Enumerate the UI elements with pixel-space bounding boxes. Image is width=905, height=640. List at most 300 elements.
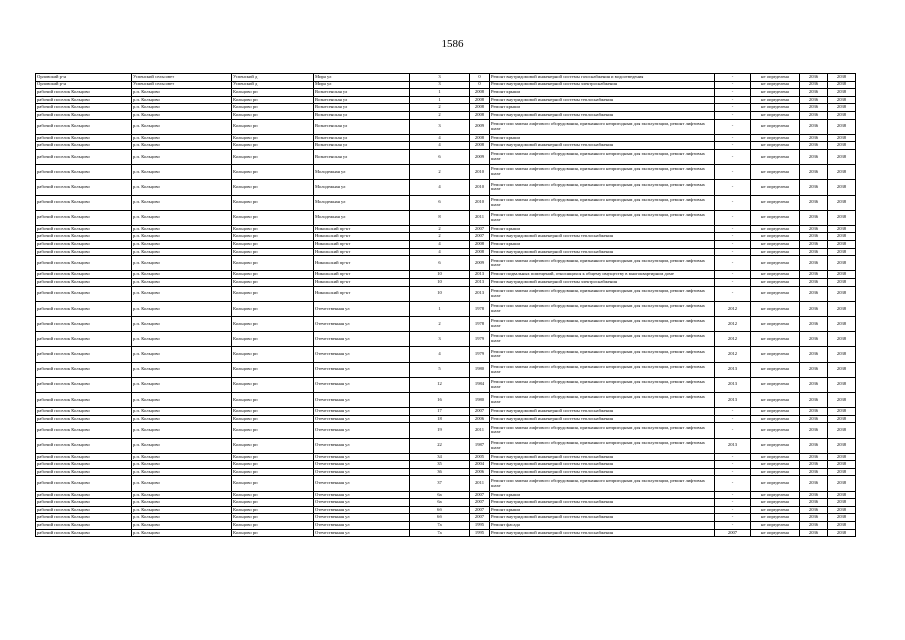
cell-cost: не определена — [751, 453, 800, 461]
cell-street: Отечественная ул — [314, 317, 410, 332]
cell-last-repair: - — [715, 241, 751, 249]
cell-year-end: 2038 — [828, 256, 856, 271]
cell-year-end: 2038 — [828, 317, 856, 332]
cell-settlement: р.п. Кольцово — [132, 210, 232, 225]
cell-year-end: 2038 — [828, 453, 856, 461]
cell-house: 37 — [410, 476, 470, 491]
cell-year: 2007 — [470, 506, 490, 514]
cell-year-start: 2036 — [800, 195, 828, 210]
cell-house: 3 — [410, 119, 470, 134]
cell-cost: не определена — [751, 89, 800, 97]
cell-work-type: Ремонт или замена лифтового оборудования, признанного непригодным для эксплуатации, ремонт лифтовых шахт — [490, 149, 715, 164]
cell-work-type: Ремонт или замена лифтового оборудования, признанного непригодным для эксплуатации, ремонт лифтовых шахт — [490, 423, 715, 438]
cell-year-start: 2036 — [800, 210, 828, 225]
cell-last-repair: - — [715, 256, 751, 271]
cell-work-type: Ремонт внутридомовой инженерной системы теплоснабжения — [490, 514, 715, 522]
cell-year: 0 — [470, 81, 490, 89]
cell-year: 2006 — [470, 468, 490, 476]
table-row — [36, 332, 856, 347]
table-row — [36, 279, 856, 287]
cell-district: рабочий поселок Кольцово — [36, 111, 132, 119]
cell-district: рабочий поселок Кольцово — [36, 362, 132, 377]
cell-year-start: 2036 — [800, 74, 828, 82]
cell-work-type: Ремонт крыши — [490, 225, 715, 233]
cell-cost: не определена — [751, 491, 800, 499]
cell-district: рабочий поселок Кольцово — [36, 119, 132, 134]
cell-street: Отечественная ул — [314, 453, 410, 461]
cell-district: рабочий поселок Кольцово — [36, 423, 132, 438]
cell-locality: Успенский д — [232, 81, 314, 89]
cell-cost: не определена — [751, 81, 800, 89]
cell-last-repair: 2013 — [715, 438, 751, 453]
table-row — [36, 347, 856, 362]
cell-locality: Кольцово рп — [232, 149, 314, 164]
cell-settlement: р.п. Кольцово — [132, 529, 232, 537]
cell-year-start: 2036 — [800, 476, 828, 491]
cell-locality: Кольцово рп — [232, 491, 314, 499]
cell-street: Вознесенская ул — [314, 149, 410, 164]
cell-work-type: Ремонт внутридомовой инженерной системы электроснабжения — [490, 279, 715, 287]
cell-house: 1 — [410, 301, 470, 316]
cell-cost: не определена — [751, 248, 800, 256]
cell-street: Отечественная ул — [314, 362, 410, 377]
cell-settlement: Успенский сельсовет — [132, 81, 232, 89]
cell-house: 2 — [410, 225, 470, 233]
cell-locality: Кольцово рп — [232, 468, 314, 476]
cell-year-start: 2036 — [800, 104, 828, 112]
cell-work-type: Ремонт внутридомовой инженерной системы теплоснабжения — [490, 453, 715, 461]
cell-work-type: Ремонт фасада — [490, 522, 715, 530]
cell-locality: Кольцово рп — [232, 89, 314, 97]
cell-work-type: Ремонт или замена лифтового оборудования, признанного непригодным для эксплуатации, ремонт лифтовых шахт — [490, 165, 715, 180]
cell-house: 2 — [410, 104, 470, 112]
cell-street: Отечественная ул — [314, 423, 410, 438]
cell-year-start: 2036 — [800, 529, 828, 537]
cell-cost: не определена — [751, 271, 800, 279]
cell-year-start: 2036 — [800, 134, 828, 142]
cell-settlement: р.п. Кольцово — [132, 271, 232, 279]
cell-year-end: 2038 — [828, 476, 856, 491]
cell-work-type: Ремонт крыши — [490, 104, 715, 112]
cell-house: 22 — [410, 438, 470, 453]
cell-locality: Кольцово рп — [232, 180, 314, 195]
cell-house: 4 — [410, 248, 470, 256]
cell-district: рабочий поселок Кольцово — [36, 491, 132, 499]
cell-house: 3 — [410, 74, 470, 82]
cell-district: рабочий поселок Кольцово — [36, 225, 132, 233]
cell-district: рабочий поселок Кольцово — [36, 241, 132, 249]
cell-locality: Кольцово рп — [232, 165, 314, 180]
cell-year-start: 2036 — [800, 149, 828, 164]
cell-year: 2008 — [470, 96, 490, 104]
cell-work-type: Ремонт или замена лифтового оборудования, признанного непригодным для эксплуатации, ремонт лифтовых шахт — [490, 286, 715, 301]
table-row — [36, 468, 856, 476]
cell-year-end: 2038 — [828, 286, 856, 301]
cell-work-type: Ремонт или замена лифтового оборудования, признанного непригодным для эксплуатации, ремонт лифтовых шахт — [490, 195, 715, 210]
cell-last-repair: - — [715, 142, 751, 150]
cell-cost: не определена — [751, 415, 800, 423]
cell-district: рабочий поселок Кольцово — [36, 149, 132, 164]
cell-street: Никольский пр-кт — [314, 279, 410, 287]
cell-last-repair: - — [715, 468, 751, 476]
cell-year-end: 2038 — [828, 142, 856, 150]
cell-settlement: р.п. Кольцово — [132, 438, 232, 453]
table-row — [36, 286, 856, 301]
table-row — [36, 96, 856, 104]
cell-house: 1 — [410, 89, 470, 97]
table-row — [36, 119, 856, 134]
table-row — [36, 408, 856, 416]
table-row — [36, 241, 856, 249]
cell-house: 12 — [410, 377, 470, 392]
cell-year-start: 2036 — [800, 225, 828, 233]
cell-locality: Кольцово рп — [232, 271, 314, 279]
cell-cost: не определена — [751, 134, 800, 142]
cell-cost: не определена — [751, 377, 800, 392]
cell-year: 2008 — [470, 89, 490, 97]
cell-year-start: 2036 — [800, 461, 828, 469]
cell-locality: Кольцово рп — [232, 301, 314, 316]
cell-last-repair: 2012 — [715, 347, 751, 362]
cell-year: 2009 — [470, 119, 490, 134]
cell-year-start: 2036 — [800, 241, 828, 249]
cell-year-end: 2038 — [828, 347, 856, 362]
cell-district: рабочий поселок Кольцово — [36, 233, 132, 241]
cell-district: рабочий поселок Кольцово — [36, 529, 132, 537]
cell-settlement: р.п. Кольцово — [132, 408, 232, 416]
cell-last-repair: - — [715, 81, 751, 89]
cell-year: 1978 — [470, 301, 490, 316]
table-row — [36, 248, 856, 256]
cell-work-type: Ремонт или замена лифтового оборудования, признанного непригодным для эксплуатации, ремонт лифтовых шахт — [490, 476, 715, 491]
cell-house: 6 — [410, 256, 470, 271]
cell-work-type: Ремонт крыши — [490, 506, 715, 514]
cell-settlement: Успенский сельсовет — [132, 74, 232, 82]
cell-last-repair: 2012 — [715, 317, 751, 332]
cell-settlement: р.п. Кольцово — [132, 301, 232, 316]
cell-work-type: Ремонт или замена лифтового оборудования, признанного непригодным для эксплуатации, ремонт лифтовых шахт — [490, 210, 715, 225]
cell-year-start: 2036 — [800, 423, 828, 438]
cell-year-start: 2036 — [800, 271, 828, 279]
cell-year-end: 2038 — [828, 233, 856, 241]
cell-district: рабочий поселок Кольцово — [36, 377, 132, 392]
cell-district: рабочий поселок Кольцово — [36, 514, 132, 522]
cell-street: Отечественная ул — [314, 491, 410, 499]
cell-last-repair: - — [715, 286, 751, 301]
cell-house: 35 — [410, 461, 470, 469]
cell-last-repair: - — [715, 514, 751, 522]
cell-year: 1979 — [470, 347, 490, 362]
cell-work-type: Ремонт или замена лифтового оборудования, признанного непригодным для эксплуатации, ремонт лифтовых шахт — [490, 392, 715, 407]
cell-year-end: 2038 — [828, 438, 856, 453]
cell-year-end: 2038 — [828, 522, 856, 530]
cell-last-repair: - — [715, 96, 751, 104]
cell-district: рабочий поселок Кольцово — [36, 271, 132, 279]
cell-year-start: 2036 — [800, 332, 828, 347]
cell-district: рабочий поселок Кольцово — [36, 461, 132, 469]
cell-house: 6б — [410, 506, 470, 514]
cell-year: 2011 — [470, 210, 490, 225]
cell-district: рабочий поселок Кольцово — [36, 134, 132, 142]
cell-locality: Кольцово рп — [232, 377, 314, 392]
cell-locality: Кольцово рп — [232, 506, 314, 514]
cell-year: 2008 — [470, 111, 490, 119]
cell-year-end: 2038 — [828, 461, 856, 469]
cell-last-repair: - — [715, 89, 751, 97]
cell-street: Отечественная ул — [314, 461, 410, 469]
cell-work-type: Ремонт крыши — [490, 134, 715, 142]
cell-district: рабочий поселок Кольцово — [36, 89, 132, 97]
cell-year-end: 2038 — [828, 104, 856, 112]
cell-year-end: 2038 — [828, 225, 856, 233]
cell-district: рабочий поселок Кольцово — [36, 301, 132, 316]
cell-work-type: Ремонт или замена лифтового оборудования, признанного непригодным для эксплуатации, ремонт лифтовых шахт — [490, 256, 715, 271]
cell-last-repair: - — [715, 195, 751, 210]
cell-house: 6а — [410, 491, 470, 499]
cell-cost: не определена — [751, 111, 800, 119]
table-row — [36, 461, 856, 469]
cell-work-type: Ремонт внутридомовой инженерной системы теплоснабжения — [490, 468, 715, 476]
cell-year-end: 2038 — [828, 408, 856, 416]
cell-street: Никольский пр-кт — [314, 225, 410, 233]
cell-last-repair: - — [715, 210, 751, 225]
cell-last-repair: - — [715, 423, 751, 438]
cell-locality: Кольцово рп — [232, 195, 314, 210]
cell-street: Никольский пр-кт — [314, 248, 410, 256]
cell-locality: Кольцово рп — [232, 104, 314, 112]
cell-year-start: 2036 — [800, 522, 828, 530]
cell-last-repair: - — [715, 506, 751, 514]
cell-house: 7а — [410, 522, 470, 530]
cell-settlement: р.п. Кольцово — [132, 415, 232, 423]
cell-year-end: 2038 — [828, 165, 856, 180]
cell-cost: не определена — [751, 104, 800, 112]
cell-street: Отечественная ул — [314, 522, 410, 530]
cell-settlement: р.п. Кольцово — [132, 286, 232, 301]
cell-street: Отечественная ул — [314, 506, 410, 514]
cell-street: Молодежная ул — [314, 210, 410, 225]
cell-cost: не определена — [751, 149, 800, 164]
cell-year-end: 2038 — [828, 279, 856, 287]
cell-cost: не определена — [751, 301, 800, 316]
cell-cost: не определена — [751, 506, 800, 514]
cell-house: 6 — [410, 195, 470, 210]
cell-cost: не определена — [751, 233, 800, 241]
cell-house: 2 — [410, 233, 470, 241]
cell-year-start: 2036 — [800, 119, 828, 134]
cell-year-end: 2038 — [828, 514, 856, 522]
cell-year: 2005 — [470, 453, 490, 461]
cell-house: 2 — [410, 317, 470, 332]
cell-year: 1995 — [470, 522, 490, 530]
cell-last-repair: - — [715, 149, 751, 164]
cell-settlement: р.п. Кольцово — [132, 119, 232, 134]
cell-district: рабочий поселок Кольцово — [36, 347, 132, 362]
cell-settlement: р.п. Кольцово — [132, 522, 232, 530]
cell-house: 7а — [410, 529, 470, 537]
cell-year-end: 2038 — [828, 415, 856, 423]
cell-last-repair: - — [715, 499, 751, 507]
table-row — [36, 506, 856, 514]
cell-year: 1979 — [470, 332, 490, 347]
cell-cost: не определена — [751, 438, 800, 453]
cell-locality: Кольцово рп — [232, 332, 314, 347]
cell-year: 2008 — [470, 241, 490, 249]
table-row — [36, 142, 856, 150]
cell-year-start: 2036 — [800, 111, 828, 119]
cell-locality: Кольцово рп — [232, 438, 314, 453]
cell-year-start: 2036 — [800, 165, 828, 180]
cell-district: рабочий поселок Кольцово — [36, 104, 132, 112]
cell-last-repair: 2007 — [715, 529, 751, 537]
cell-year-end: 2038 — [828, 332, 856, 347]
cell-district: рабочий поселок Кольцово — [36, 499, 132, 507]
cell-cost: не определена — [751, 119, 800, 134]
cell-last-repair: - — [715, 134, 751, 142]
cell-last-repair: - — [715, 165, 751, 180]
cell-last-repair: - — [715, 476, 751, 491]
cell-year: 1980 — [470, 392, 490, 407]
table-row — [36, 104, 856, 112]
cell-year-start: 2036 — [800, 180, 828, 195]
cell-street: Отечественная ул — [314, 438, 410, 453]
cell-last-repair: - — [715, 453, 751, 461]
cell-street: Никольский пр-кт — [314, 271, 410, 279]
cell-work-type: Ремонт внутридомовой инженерной системы теплоснабжения — [490, 499, 715, 507]
cell-year: 2010 — [470, 180, 490, 195]
cell-year-start: 2036 — [800, 286, 828, 301]
cell-year: 1995 — [470, 529, 490, 537]
cell-settlement: р.п. Кольцово — [132, 362, 232, 377]
cell-year: 2013 — [470, 279, 490, 287]
cell-year: 1987 — [470, 438, 490, 453]
cell-street: Отечественная ул — [314, 415, 410, 423]
cell-year-end: 2038 — [828, 301, 856, 316]
cell-district: рабочий поселок Кольцово — [36, 453, 132, 461]
cell-year: 2007 — [470, 514, 490, 522]
cell-cost: не определена — [751, 195, 800, 210]
cell-district: рабочий поселок Кольцово — [36, 279, 132, 287]
cell-year: 2010 — [470, 165, 490, 180]
cell-house: 2 — [410, 165, 470, 180]
cell-last-repair: - — [715, 461, 751, 469]
cell-last-repair: 2012 — [715, 332, 751, 347]
cell-house: 18 — [410, 415, 470, 423]
cell-street: Отечественная ул — [314, 499, 410, 507]
cell-work-type: Ремонт внутридомовой инженерной системы теплоснабжения — [490, 96, 715, 104]
table-row — [36, 476, 856, 491]
cell-year-end: 2038 — [828, 423, 856, 438]
cell-last-repair: 2013 — [715, 377, 751, 392]
cell-street: Вознесенская ул — [314, 119, 410, 134]
cell-cost: не определена — [751, 180, 800, 195]
cell-year: 2008 — [470, 134, 490, 142]
cell-work-type: Ремонт или замена лифтового оборудования, признанного непригодным для эксплуатации, ремонт лифтовых шахт — [490, 301, 715, 316]
cell-last-repair: - — [715, 233, 751, 241]
cell-work-type: Ремонт внутридомовой инженерной системы теплоснабжения — [490, 415, 715, 423]
cell-locality: Кольцово рп — [232, 241, 314, 249]
repair-register-table — [35, 73, 856, 537]
cell-locality: Кольцово рп — [232, 522, 314, 530]
cell-street: Вознесенская ул — [314, 111, 410, 119]
cell-street: Отечественная ул — [314, 514, 410, 522]
cell-district: Орловский р-н — [36, 74, 132, 82]
cell-cost: не определена — [751, 241, 800, 249]
cell-year-end: 2038 — [828, 180, 856, 195]
cell-house: 4 — [410, 241, 470, 249]
cell-last-repair: - — [715, 271, 751, 279]
cell-street: Мира ул — [314, 74, 410, 82]
cell-work-type: Ремонт внутридомовой инженерной системы теплоснабжения — [490, 142, 715, 150]
cell-cost: не определена — [751, 392, 800, 407]
cell-year: 2009 — [470, 256, 490, 271]
table-row — [36, 301, 856, 316]
cell-settlement: р.п. Кольцово — [132, 233, 232, 241]
cell-settlement: р.п. Кольцово — [132, 165, 232, 180]
cell-year-start: 2036 — [800, 301, 828, 316]
cell-work-type: Ремонт внутридомовой инженерной системы электроснабжения — [490, 81, 715, 89]
cell-locality: Кольцово рп — [232, 423, 314, 438]
cell-cost: не определена — [751, 74, 800, 82]
cell-district: рабочий поселок Кольцово — [36, 248, 132, 256]
cell-cost: не определена — [751, 96, 800, 104]
cell-year-end: 2038 — [828, 119, 856, 134]
cell-year-end: 2038 — [828, 362, 856, 377]
cell-last-repair: 2012 — [715, 301, 751, 316]
table-row — [36, 499, 856, 507]
cell-locality: Кольцово рп — [232, 347, 314, 362]
cell-year: 2011 — [470, 423, 490, 438]
cell-year-end: 2038 — [828, 149, 856, 164]
cell-work-type: Ремонт внутридомовой инженерной системы теплоснабжения — [490, 111, 715, 119]
cell-street: Никольский пр-кт — [314, 286, 410, 301]
cell-year: 2011 — [470, 476, 490, 491]
cell-settlement: р.п. Кольцово — [132, 491, 232, 499]
cell-locality: Кольцово рп — [232, 248, 314, 256]
cell-locality: Кольцово рп — [232, 256, 314, 271]
cell-house: 19 — [410, 423, 470, 438]
cell-work-type: Ремонт или замена лифтового оборудования, признанного непригодным для эксплуатации, ремонт лифтовых шахт — [490, 362, 715, 377]
cell-work-type: Ремонт или замена лифтового оборудования, признанного непригодным для эксплуатации, ремонт лифтовых шахт — [490, 180, 715, 195]
cell-house: 10 — [410, 271, 470, 279]
cell-cost: не определена — [751, 286, 800, 301]
cell-street: Молодежная ул — [314, 165, 410, 180]
cell-settlement: р.п. Кольцово — [132, 377, 232, 392]
cell-locality: Кольцово рп — [232, 453, 314, 461]
cell-year-end: 2038 — [828, 74, 856, 82]
cell-year-start: 2036 — [800, 499, 828, 507]
cell-street: Вознесенская ул — [314, 134, 410, 142]
cell-year: 2006 — [470, 415, 490, 423]
table-row — [36, 453, 856, 461]
cell-year-end: 2038 — [828, 241, 856, 249]
cell-cost: не определена — [751, 142, 800, 150]
cell-locality: Кольцово рп — [232, 279, 314, 287]
cell-year-start: 2036 — [800, 81, 828, 89]
table-row — [36, 415, 856, 423]
cell-work-type: Ремонт или замена лифтового оборудования, признанного непригодным для эксплуатации, ремонт лифтовых шахт — [490, 119, 715, 134]
cell-work-type: Ремонт подвальных помещений, относящихся к общему имуществу в многоквартирном доме — [490, 271, 715, 279]
cell-cost: не определена — [751, 279, 800, 287]
cell-year-start: 2036 — [800, 248, 828, 256]
cell-district: рабочий поселок Кольцово — [36, 165, 132, 180]
table-row — [36, 81, 856, 89]
cell-locality: Кольцово рп — [232, 415, 314, 423]
cell-house: 16 — [410, 392, 470, 407]
cell-street: Отечественная ул — [314, 332, 410, 347]
cell-district: рабочий поселок Кольцово — [36, 142, 132, 150]
cell-settlement: р.п. Кольцово — [132, 256, 232, 271]
